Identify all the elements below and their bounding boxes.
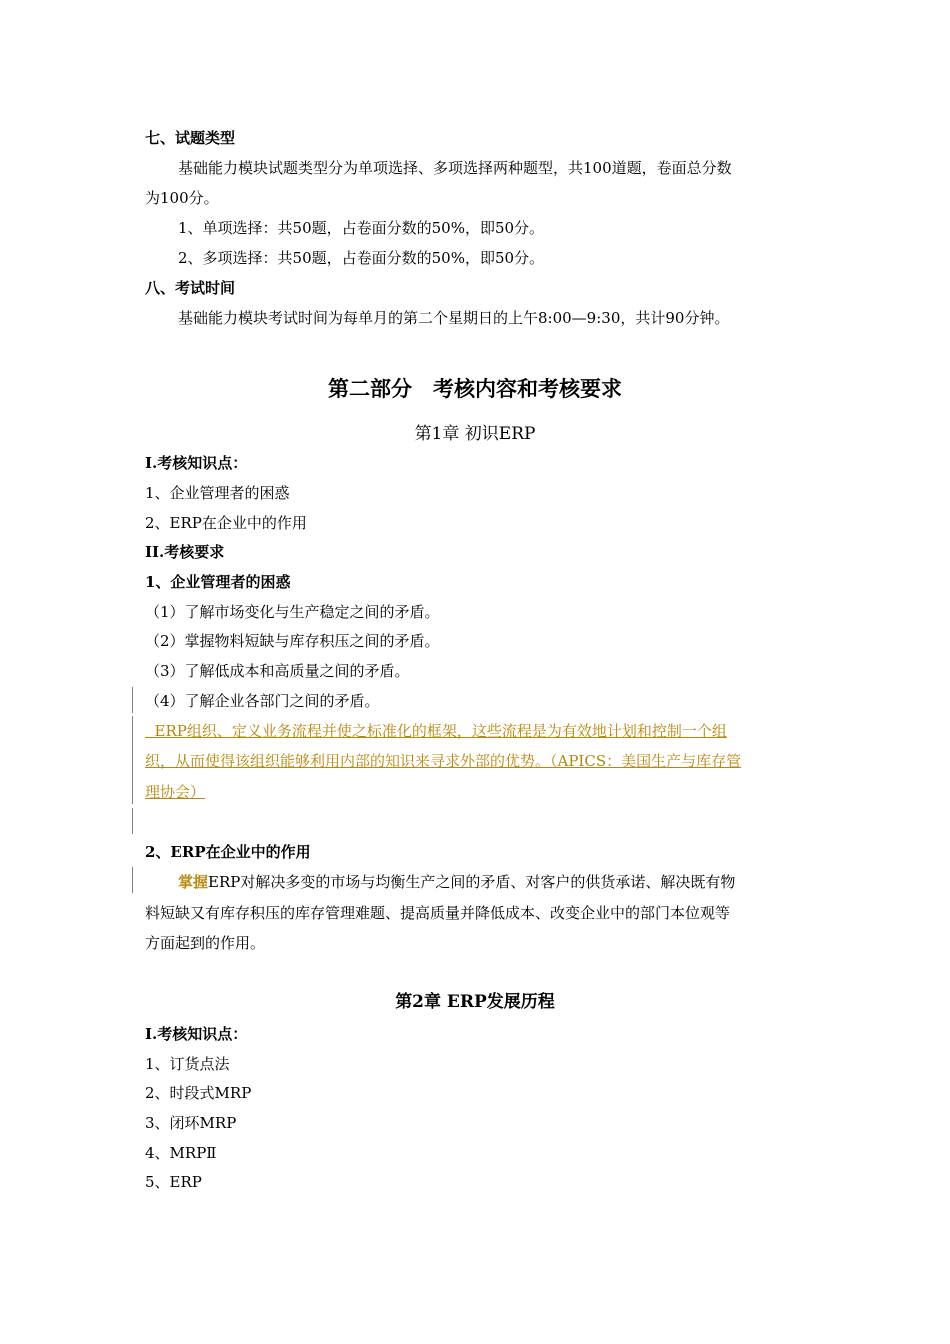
requirement2-keyword: 掌握 — [178, 873, 209, 891]
requirement2-line3: 方面起到的作用。 — [145, 934, 266, 952]
exam-time-text: 基础能力模块考试时间为每单月的第二个星期日的上午8:00—9:30，共计90分钟。 — [178, 309, 730, 327]
question-types-intro-line1: 基础能力模块试题类型分为单项选择、多项选择两种题型，共100道题，卷面总分数 — [178, 159, 732, 177]
chapter1-knowledge-item: 2、ERP在企业中的作用 — [145, 514, 307, 532]
requirement1-item: （4）了解企业各部门之间的矛盾。 — [145, 692, 380, 710]
requirement2-line1 — [178, 867, 735, 897]
revision-bar — [132, 716, 133, 804]
requirement2-line2: 料短缺又有库存积压的库存管理难题、提高质量并降低成本、改变企业中的部门本位观等 — [145, 904, 731, 922]
section-heading-question-types: 七、试题类型 — [145, 129, 236, 147]
chapter2-knowledge-heading: I.考核知识点： — [145, 1025, 248, 1043]
chapter2-knowledge-item: 2、时段式MRP — [145, 1084, 252, 1102]
chapter2-knowledge-item: 1、订货点法 — [145, 1055, 230, 1073]
single-choice-item: 1、单项选择：共50题，占卷面分数的50%，即50分。 — [178, 219, 545, 237]
revision-bar — [132, 867, 133, 893]
chapter1-knowledge-item: 1、企业管理者的困惑 — [145, 484, 290, 502]
multiple-choice-item: 2、多项选择：共50题，占卷面分数的50%，即50分。 — [178, 249, 545, 267]
requirement1-item: （3）了解低成本和高质量之间的矛盾。 — [145, 662, 410, 680]
chapter1-requirements-heading: II.考核要求 — [145, 543, 225, 561]
requirement1-item: （2）掌握物料短缺与库存积压之间的矛盾。 — [145, 632, 440, 650]
revision-bar — [132, 808, 133, 834]
question-types-intro-line2: 为100分。 — [145, 189, 219, 207]
chapter1-title: 第1章 初识ERP — [414, 424, 536, 444]
erp-definition-line3: 理协会） — [145, 783, 206, 801]
requirement1-item: （1）了解市场变化与生产稳定之间的矛盾。 — [145, 603, 440, 621]
revision-bar — [132, 687, 133, 713]
erp-definition-line1: ERP组织、定义业务流程并使之标准化的框架，这些流程是为有效地计划和控制一个组 — [145, 722, 727, 740]
erp-definition-line2: 织，从而使得该组织能够利用内部的知识来寻求外部的优势。（APICS：美国生产与库存管 — [145, 752, 742, 770]
chapter2-knowledge-item: 3、闭环MRP — [145, 1114, 237, 1132]
chapter2-knowledge-item: 5、ERP — [145, 1173, 202, 1191]
chapter2-knowledge-item: 4、MRPⅡ — [145, 1144, 217, 1162]
requirement2-heading: 2、ERP在企业中的作用 — [145, 843, 311, 861]
requirement2-line1-text: ERP对解决多变的市场与均衡生产之间的矛盾、对客户的供货承诺、解决既有物 — [208, 873, 736, 891]
requirement1-heading: 1、企业管理者的困惑 — [145, 573, 291, 591]
chapter1-knowledge-heading: I.考核知识点： — [145, 454, 248, 472]
part-title: 第二部分 考核内容和考核要求 — [328, 376, 622, 401]
chapter2-title: 第2章 ERP发展历程 — [395, 992, 555, 1012]
section-heading-exam-time: 八、考试时间 — [145, 279, 236, 297]
